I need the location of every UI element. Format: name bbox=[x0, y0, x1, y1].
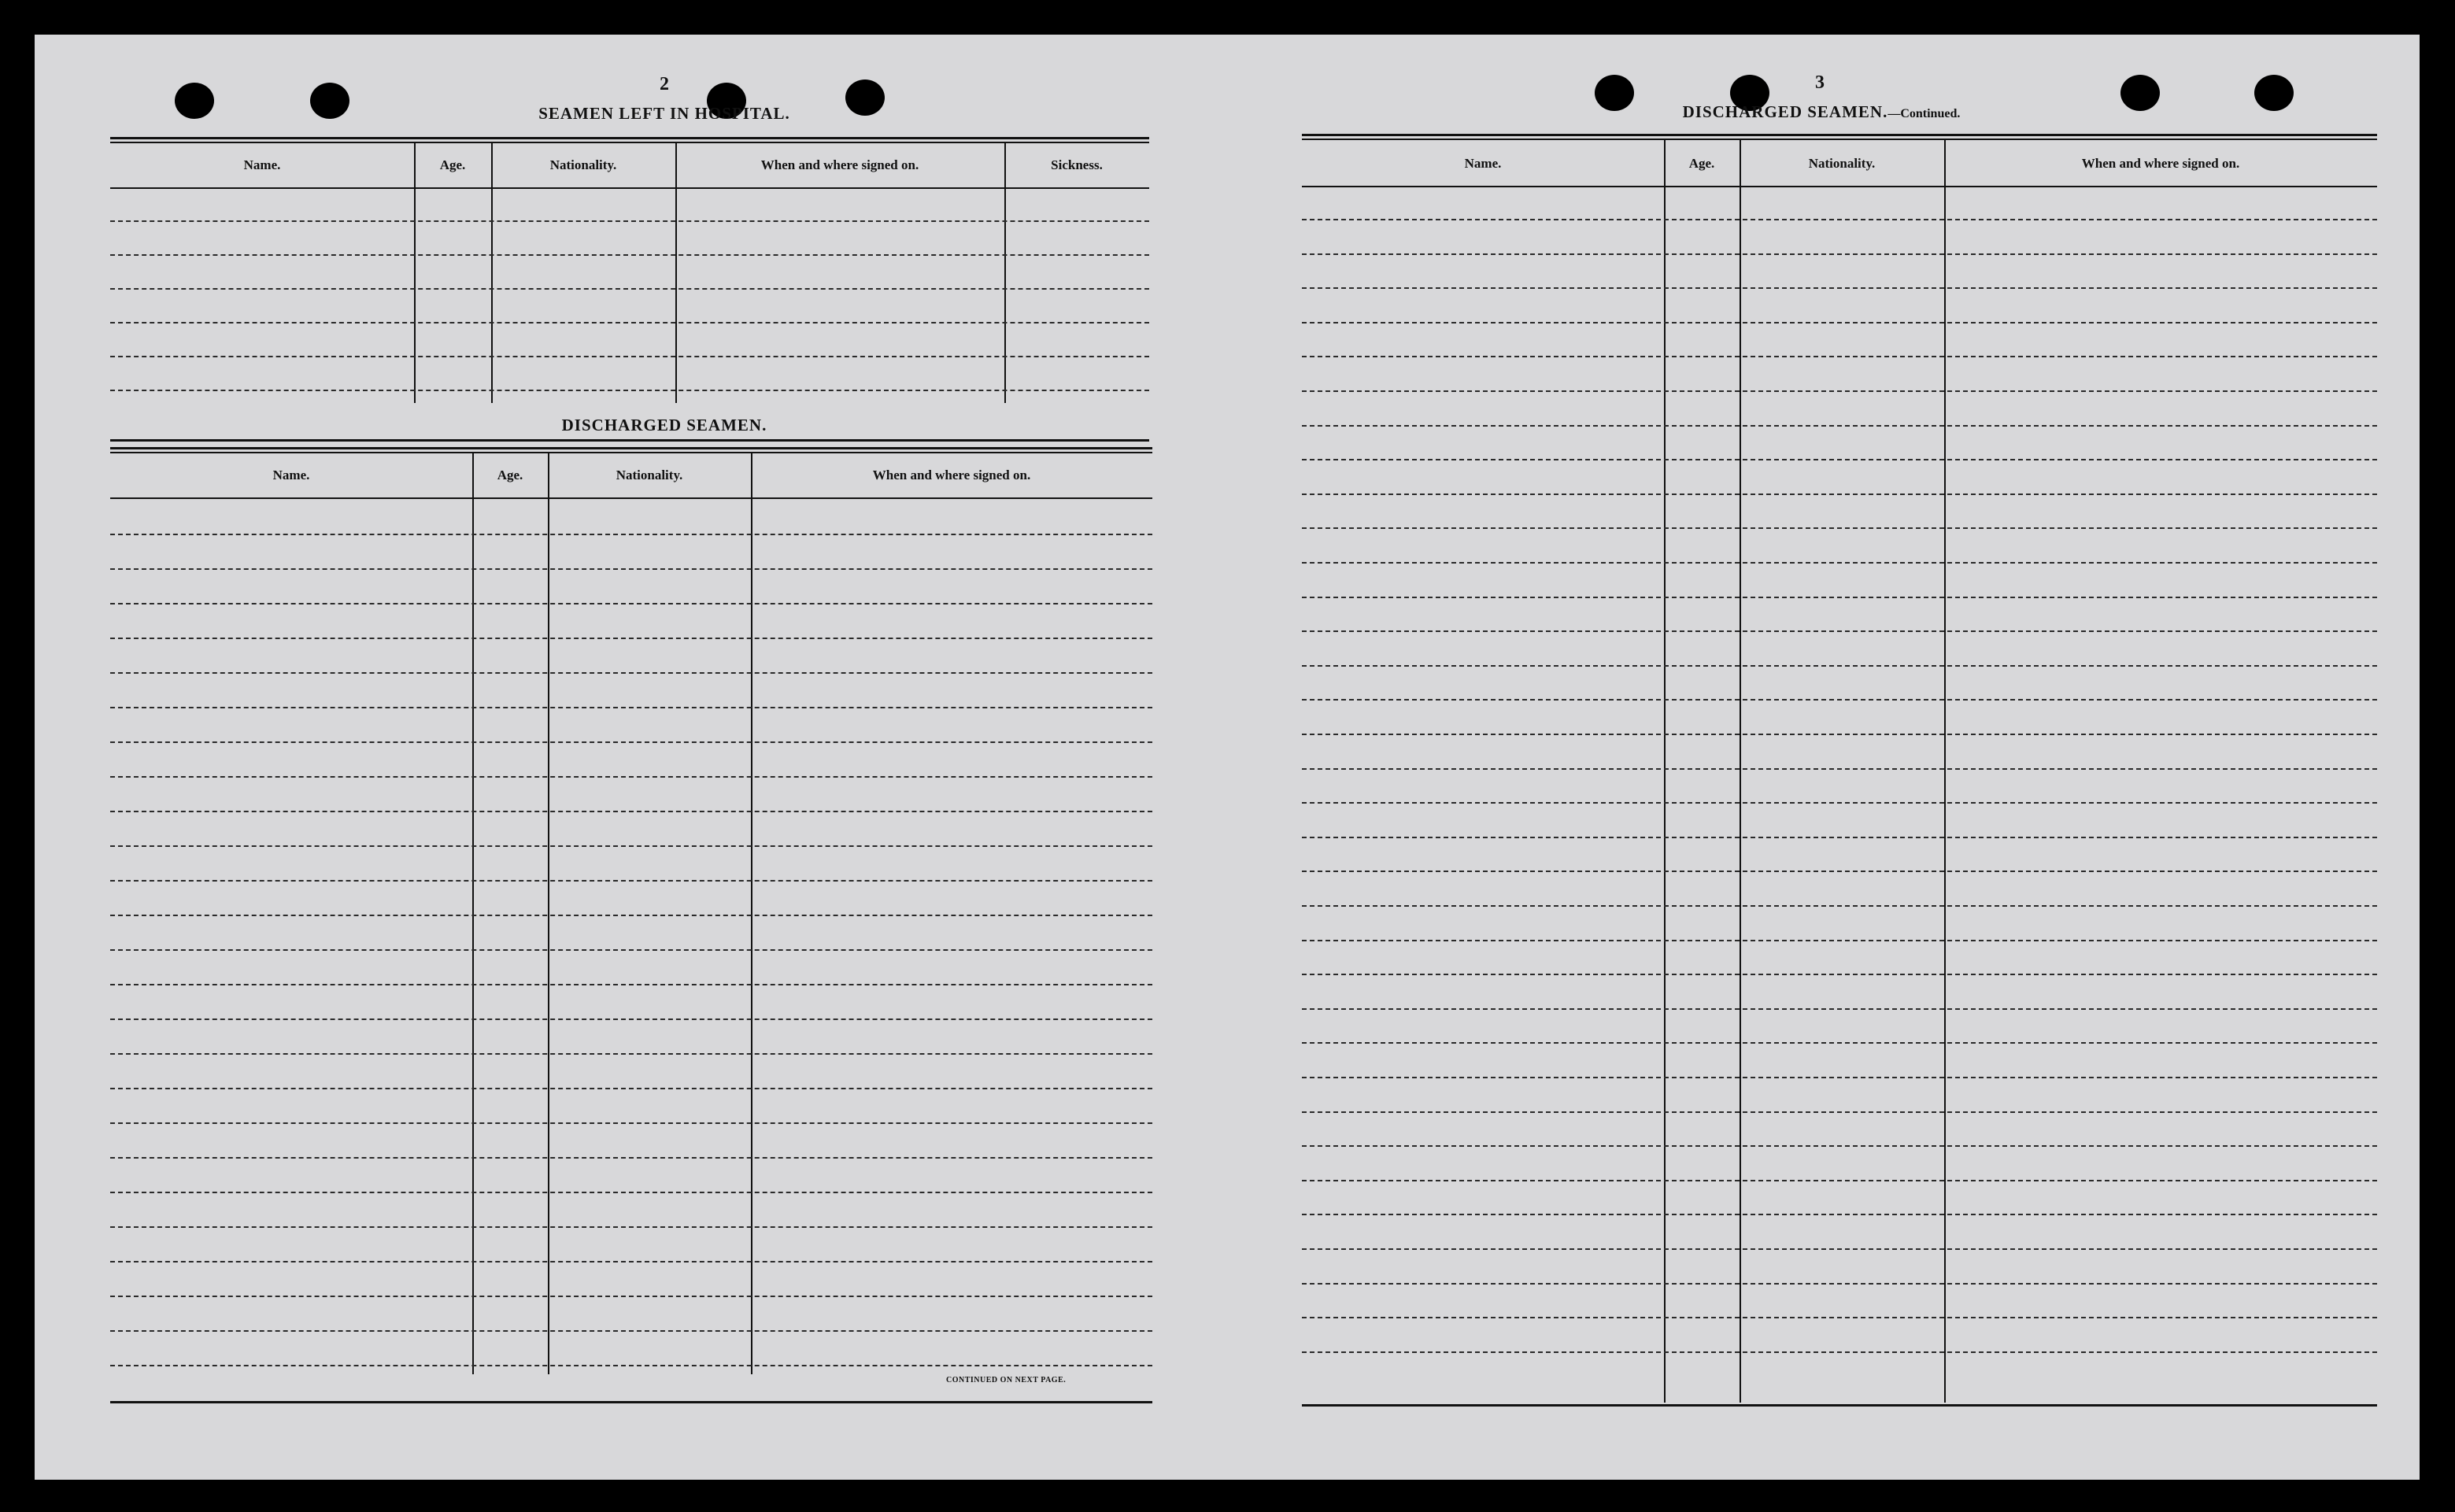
blank-table-row bbox=[110, 845, 1152, 847]
blank-table-row bbox=[110, 568, 1152, 570]
blank-table-row bbox=[110, 1053, 1152, 1055]
blank-table-row bbox=[110, 1261, 1152, 1262]
blank-table-row bbox=[1302, 1214, 2377, 1215]
blank-table-row bbox=[1302, 905, 2377, 907]
blank-table-row bbox=[110, 984, 1152, 985]
punch-hole bbox=[175, 83, 214, 119]
blank-table-row bbox=[1302, 219, 2377, 220]
title-suffix: —Continued. bbox=[1887, 107, 1961, 120]
blank-table-row bbox=[1302, 630, 2377, 632]
blank-table-row bbox=[1302, 527, 2377, 529]
blank-table-row bbox=[1302, 597, 2377, 598]
blank-table-row bbox=[1302, 356, 2377, 357]
blank-table-row bbox=[1302, 253, 2377, 255]
page-number-left: 2 bbox=[660, 74, 669, 94]
continued-footnote: CONTINUED ON NEXT PAGE. bbox=[946, 1376, 1067, 1384]
blank-table-row bbox=[1302, 665, 2377, 667]
blank-table-row bbox=[1302, 1111, 2377, 1113]
blank-table-row bbox=[1302, 322, 2377, 323]
blank-table-row bbox=[1302, 1077, 2377, 1078]
blank-table-row bbox=[110, 776, 1152, 778]
blank-table-row bbox=[1302, 699, 2377, 701]
blank-table-row bbox=[110, 603, 1152, 604]
punch-hole bbox=[310, 83, 349, 119]
blank-table-row bbox=[110, 1192, 1152, 1193]
blank-table-row bbox=[110, 534, 1152, 535]
blank-table-row bbox=[1302, 768, 2377, 770]
blank-table-row bbox=[1302, 940, 2377, 941]
col-header-sickness: Sickness. bbox=[1051, 157, 1103, 172]
hospital-section-title: SEAMEN LEFT IN HOSPITAL. bbox=[538, 104, 790, 123]
blank-table-row bbox=[1302, 802, 2377, 804]
blank-table-row bbox=[110, 254, 1149, 256]
discharged-section-title: DISCHARGED SEAMEN. bbox=[561, 416, 767, 434]
col-header-nationality: Nationality. bbox=[1808, 156, 1876, 171]
blank-table-row bbox=[110, 220, 1149, 222]
hospital-table bbox=[110, 137, 1149, 444]
blank-table-row bbox=[1302, 1008, 2377, 1010]
blank-table-row bbox=[110, 1088, 1152, 1089]
blank-table-row bbox=[1302, 1283, 2377, 1285]
blank-table-row bbox=[1302, 459, 2377, 460]
discharged-table-left bbox=[110, 447, 1152, 1415]
blank-table-row bbox=[1302, 1317, 2377, 1318]
blank-table-row bbox=[110, 949, 1152, 951]
blank-table-row bbox=[1302, 390, 2377, 392]
blank-table-row bbox=[110, 672, 1152, 674]
blank-table-row bbox=[110, 1157, 1152, 1159]
blank-table-row bbox=[110, 322, 1149, 323]
col-header-age: Age. bbox=[1688, 156, 1715, 171]
blank-table-row bbox=[1302, 1145, 2377, 1147]
blank-table-row bbox=[110, 288, 1149, 290]
blank-table-row bbox=[110, 915, 1152, 916]
punch-hole bbox=[2120, 75, 2160, 111]
blank-table-row bbox=[1302, 734, 2377, 735]
col-header-age: Age. bbox=[497, 468, 523, 482]
blank-table-row bbox=[1302, 837, 2377, 838]
col-header-name: Name. bbox=[1464, 156, 1502, 171]
title-main: DISCHARGED SEAMEN. bbox=[1682, 102, 1888, 121]
col-header-signed-on: When and where signed on. bbox=[2081, 156, 2240, 171]
punch-hole bbox=[2254, 75, 2294, 111]
blank-table-row bbox=[110, 741, 1152, 743]
blank-table-row bbox=[1302, 562, 2377, 564]
col-header-nationality: Nationality. bbox=[616, 468, 683, 482]
blank-table-row bbox=[110, 1330, 1152, 1332]
blank-table-row bbox=[1302, 974, 2377, 975]
blank-table-row bbox=[1302, 1180, 2377, 1181]
col-header-nationality: Nationality. bbox=[549, 157, 617, 172]
blank-table-row bbox=[1302, 425, 2377, 427]
blank-table-row bbox=[110, 1365, 1152, 1366]
blank-table-row bbox=[1302, 1351, 2377, 1353]
col-header-name: Name. bbox=[272, 468, 310, 482]
blank-table-row bbox=[110, 1226, 1152, 1228]
document-sheet bbox=[35, 35, 2420, 1480]
blank-table-row bbox=[1302, 871, 2377, 872]
blank-table-row bbox=[110, 1122, 1152, 1124]
blank-table-row bbox=[1302, 494, 2377, 495]
blank-table-row bbox=[110, 390, 1149, 391]
col-header-age: Age. bbox=[439, 157, 466, 172]
blank-table-row bbox=[1302, 287, 2377, 289]
blank-table-row bbox=[1302, 1248, 2377, 1250]
blank-table-row bbox=[110, 1018, 1152, 1020]
blank-table-row bbox=[110, 1296, 1152, 1297]
blank-table-row bbox=[110, 638, 1152, 639]
page-number-right: 3 bbox=[1815, 72, 1825, 93]
col-header-signed-on: When and where signed on. bbox=[872, 468, 1031, 482]
blank-table-row bbox=[110, 811, 1152, 812]
col-header-name: Name. bbox=[243, 157, 281, 172]
blank-table-row bbox=[110, 356, 1149, 357]
blank-table-row bbox=[110, 880, 1152, 882]
col-header-signed-on: When and where signed on. bbox=[760, 157, 919, 172]
discharged-table-right bbox=[1302, 134, 2377, 1417]
blank-table-row bbox=[110, 707, 1152, 708]
discharged-continued-title bbox=[1593, 102, 2050, 122]
blank-table-row bbox=[1302, 1042, 2377, 1044]
